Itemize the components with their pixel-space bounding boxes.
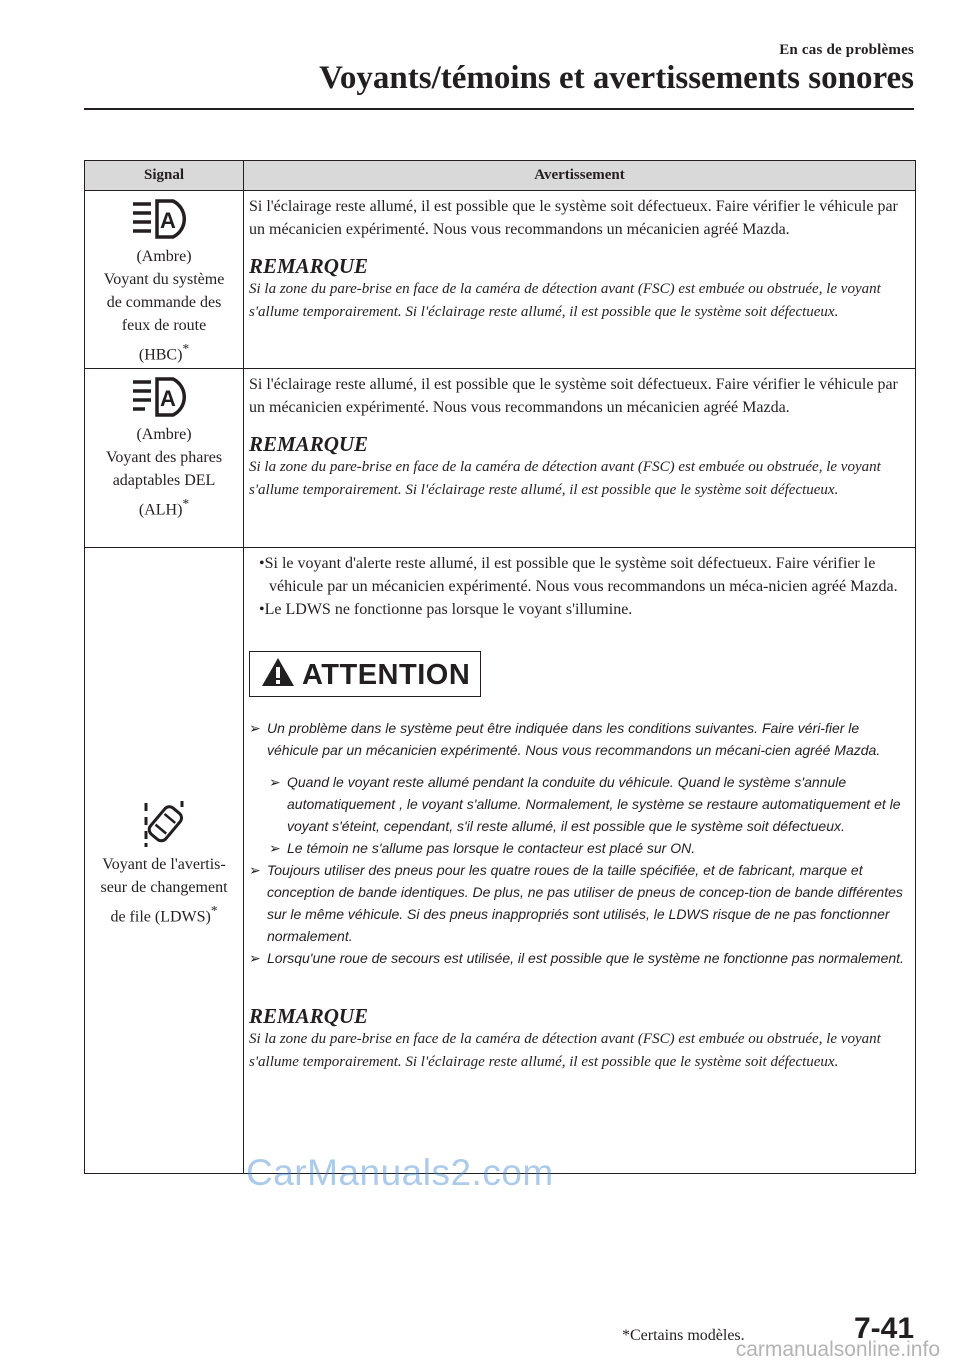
signal-label-line: seur de changement: [100, 878, 228, 896]
signal-color: (Ambre): [136, 426, 192, 443]
warning-cell: [244, 191, 916, 369]
bullet-text: Le LDWS ne fonctionne pas lorsque le voyant s'illumine.: [264, 601, 633, 618]
bullet-item: •Le LDWS ne fonctionne pas lorsque le voyant s'illumine.: [259, 601, 633, 618]
warning-table: [84, 160, 916, 1174]
arrow-bullet-icon: ➢: [269, 840, 281, 856]
signal-label-line: Voyant des phares: [105, 449, 223, 466]
warning-cell: [244, 548, 916, 1174]
arrow-bullet-icon: ➢: [249, 862, 261, 878]
footnote-star: *: [182, 341, 190, 356]
remark-heading: REMARQUE: [249, 432, 369, 456]
signal-label-line: (ALH): [138, 501, 183, 519]
attention-label: ATTENTION: [302, 659, 471, 691]
attention-item: ➢ Lorsqu'une roue de secours est utilisée, il est possible que le système ne fonctionne pas normalement.: [245, 947, 906, 969]
footnote: *Certains modèles.: [622, 1327, 745, 1344]
hbc-auto-headlight-icon: [131, 197, 197, 241]
chapter-title: En cas de problèmes: [779, 42, 914, 58]
table-row: [85, 548, 916, 1174]
signal-label-line: adaptables DEL: [112, 472, 216, 489]
signal-label-line: de commande des: [106, 294, 222, 311]
remark-text: Si la zone du pare-brise en face de la caméra de détection avant (FSC) est embuée ou obstruée, le voyant s'allume temporairement. Si l'éclairage reste allumé, il est possible que le système soit défectueux.: [249, 281, 881, 320]
signal-label-line: Voyant du système: [103, 271, 225, 288]
signal-label-line: (HBC): [138, 346, 183, 364]
alh-adaptive-led-icon: [131, 375, 197, 419]
table-header-row: [85, 161, 916, 191]
attention-box: [249, 651, 481, 697]
warning-triangle-icon: [260, 656, 296, 688]
signal-cell: [85, 548, 244, 1174]
column-header-warning: Avertissement: [244, 161, 916, 191]
remark-heading: REMARQUE: [249, 1004, 369, 1028]
svg-text:A: A: [160, 208, 176, 233]
signal-label-line: feux de route: [121, 317, 207, 334]
footnote-star: *: [210, 902, 218, 918]
table-row: [85, 369, 916, 548]
signal-label-line: de file (LDWS): [110, 908, 211, 926]
attention-item: ➢ Toujours utiliser des pneus pour les quatre roues de la taille spécifiée, et de fabricant, marque et conception de bande identiques. De plus, ne pas utiliser de pneus de concep-tion de bande différentes sur le même véhicule. Si des pneus inappropriés sont utilisés, le LDWS risque de ne pas fonctionner normalement.: [245, 859, 906, 947]
remark-heading: REMARQUE: [249, 254, 369, 278]
svg-text:A: A: [160, 386, 176, 411]
signal-color: (Ambre): [136, 248, 192, 265]
page-number: 7-41: [853, 1312, 914, 1345]
attention-item: ➢ Un problème dans le système peut être indiquée dans les conditions suivantes. Faire véri-fier le véhicule par un mécanicien expérimenté. Nous vous recommandons un mécani-cien agréé Mazda.: [245, 717, 906, 761]
signal-cell: [85, 369, 244, 548]
warning-text: Si l'éclairage reste allumé, il est possible que le système soit défectueux. Faire vérifier le véhicule par un mécanicien expérimenté. Nous vous recommandons un mécanicien agréé Mazda.: [249, 198, 898, 238]
arrow-bullet-icon: ➢: [249, 950, 261, 966]
ldws-lane-departure-icon: [142, 799, 186, 849]
remark-text: Si la zone du pare-brise en face de la caméra de détection avant (FSC) est embuée ou obstruée, le voyant s'allume temporairement. Si l'éclairage reste allumé, il est possible que le système soit défectueux.: [249, 459, 881, 498]
attention-subitem: ➢ Le témoin ne s'allume pas lorsque le contacteur est placé sur ON.: [255, 837, 906, 859]
arrow-bullet-icon: ➢: [269, 774, 281, 790]
header-divider: [84, 108, 914, 110]
remark-text: Si la zone du pare-brise en face de la caméra de détection avant (FSC) est embuée ou obstruée, le voyant s'allume temporairement. Si l'éclairage reste allumé, il est possible que le système soit défectueux.: [249, 1031, 881, 1070]
online-watermark: carmanualsonline.info: [735, 1338, 940, 1361]
arrow-bullet-icon: ➢: [249, 720, 261, 736]
attention-subitem: ➢ Quand le voyant reste allumé pendant la conduite du véhicule. Quand le système s'annule automatiquement , le voyant s'allume. Normalement, le système se restaure automatiquement et le voyant s'éteint, cependant, s'il reste allumé, il est possible que le système soit défectueux.: [255, 771, 906, 837]
warning-text: Si l'éclairage reste allumé, il est possible que le système soit défectueux. Faire vérifier le véhicule par un mécanicien expérimenté. Nous vous recommandons un mécanicien agréé Mazda.: [249, 376, 898, 416]
footnote-star: *: [182, 496, 190, 511]
table-row: [85, 191, 916, 369]
signal-label-line: Voyant de l'avertis-: [102, 855, 226, 873]
bullet-text: Si le voyant d'alerte reste allumé, il est possible que le système soit défectueux. Faire vérifier le véhicule par un mécanicien expérimenté. Nous vous recommandons un méca-nicien agréé Mazda.: [264, 555, 898, 595]
page-title: Voyants/témoins et avertissements sonores: [319, 60, 914, 96]
warning-cell: [244, 369, 916, 548]
column-header-signal: Signal: [85, 161, 244, 191]
bullet-item: •Si le voyant d'alerte reste allumé, il est possible que le système soit défectueux. Faire vérifier le véhicule par un mécanicien expérimenté. Nous vous recommandons un méca-nicien agréé Mazda.: [259, 555, 898, 595]
signal-cell: [85, 191, 244, 369]
carmanuals-watermark: CarManuals2.com: [246, 1152, 554, 1193]
